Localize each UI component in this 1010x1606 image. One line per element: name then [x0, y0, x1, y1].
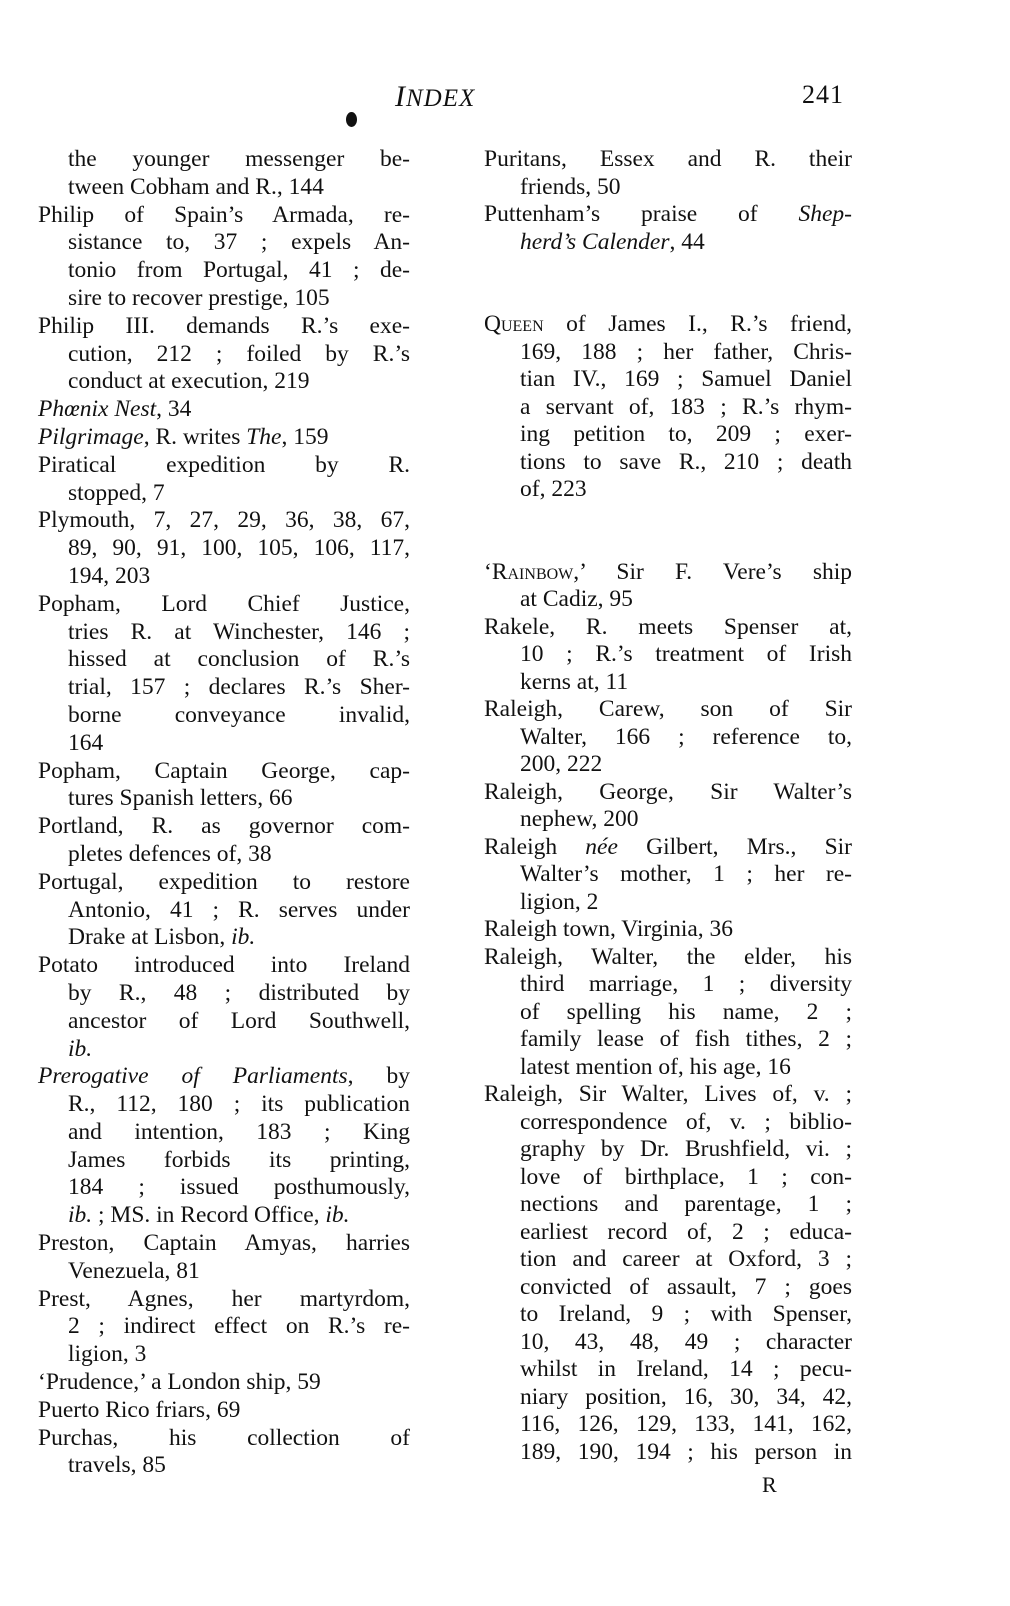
index-entry-line: 189, 190, 194 ; his person in	[520, 1438, 852, 1465]
index-entry-line	[38, 1063, 410, 1091]
index-entry	[484, 559, 852, 614]
index-entry	[38, 202, 410, 313]
italic-text: herd’s Calender	[520, 228, 670, 255]
index-entry-line: Puerto Rico friars, 69	[38, 1396, 241, 1423]
index-entry-line	[38, 229, 410, 257]
index-entry-line: trial, 157 ; declares R.’s Sher-	[68, 674, 410, 701]
index-entry-line: Venezuela, 81	[68, 1257, 200, 1284]
italic-text: ib.	[68, 1202, 93, 1229]
text: , R. writes	[143, 423, 247, 450]
text: Puttenham’s praise of	[484, 201, 799, 227]
title-initial: I	[395, 80, 406, 113]
index-entry-line: 2 ; indirect effect on R.’s re-	[68, 1313, 410, 1340]
index-entry-line: earliest record of, 2 ; educa-	[520, 1218, 852, 1245]
title-rest: NDEX	[406, 85, 476, 112]
index-entry-line: third marriage, 1 ; diversity	[520, 971, 852, 997]
index-entry-line	[38, 1202, 410, 1230]
index-entry-line: 89, 90, 91, 100, 105, 106, 117,	[68, 535, 410, 562]
italic-text: ib.	[231, 924, 256, 951]
italic-text: Shep-	[798, 201, 852, 227]
index-entry	[38, 424, 410, 452]
blank-line	[484, 284, 852, 312]
page-title	[395, 80, 475, 114]
index-entry	[38, 1397, 410, 1425]
index-entry-line: Portugal, expedition to restore	[38, 868, 410, 895]
index-entry	[38, 869, 410, 952]
index-entry-line	[484, 201, 852, 229]
index-entry	[38, 1063, 410, 1230]
index-entry-line: the younger messenger be-	[68, 146, 410, 172]
index-entry-line: tween Cobham and R., 144	[68, 173, 324, 200]
small-caps-text: Queen	[484, 311, 544, 337]
index-entry-line: Puritans, Essex and R. their	[484, 146, 852, 172]
index-entry-line: Rakele, R. meets Spenser at,	[484, 613, 852, 640]
index-entry-line: 10, 43, 48, 49 ; character	[520, 1328, 852, 1355]
index-entry	[484, 1081, 852, 1466]
index-entry-line: 200, 222	[520, 751, 603, 777]
index-entry-line: at Cadiz, 95	[520, 586, 633, 612]
index-column-left	[38, 146, 410, 1480]
index-entry-line: tonio from Portugal, 41 ; de-	[68, 257, 410, 284]
text: Drake at Lisbon,	[68, 924, 232, 951]
index-entry	[484, 201, 852, 256]
index-entry-line: James forbids its printing,	[68, 1146, 410, 1173]
index-entry-line: travels, 85	[68, 1452, 166, 1479]
index-entry-line: hissed at conclusion of R.’s	[68, 646, 410, 673]
index-entry-line: Popham, Captain George, cap-	[38, 757, 410, 784]
index-entry-line: tian IV., 169 ; Samuel Daniel	[520, 366, 852, 392]
text: Gilbert, Mrs., Sir	[617, 833, 852, 860]
index-entry	[38, 1286, 410, 1369]
index-entry-line: nephew, 200	[520, 806, 639, 832]
index-entry	[484, 779, 852, 834]
index-entry-line: sire to recover prestige, 105	[68, 284, 330, 311]
index-entry-line: 116, 126, 129, 133, 141, 162,	[520, 1411, 852, 1437]
index-entry-line: Piratical expedition by R.	[38, 451, 410, 478]
index-entry-line	[38, 1036, 410, 1064]
index-entry	[484, 696, 852, 779]
index-entry-line: ligion, 2	[520, 888, 599, 915]
index-entry-line: kerns at, 11	[520, 668, 629, 695]
index-entry-line: Walter’s mother, 1 ; her re-	[520, 861, 852, 887]
index-entry-line: 164	[68, 729, 104, 756]
index-entry-line: 10 ; R.’s treatment of Irish	[520, 641, 852, 667]
index-entry-line: convicted of assault, 7 ; goes	[520, 1273, 852, 1300]
index-entry-line: borne conveyance invalid,	[68, 701, 410, 728]
index-entry-line: nections and parentage, 1 ;	[520, 1191, 852, 1217]
index-entry-line: Raleigh, Walter, the elder, his	[484, 943, 852, 970]
index-entry-line: Antonio, 41 ; R. serves under	[68, 896, 410, 923]
index-entry-line: Potato introduced into Ireland	[38, 952, 410, 979]
ink-blot	[346, 112, 357, 127]
index-entry-line: by R., 48 ; distributed by	[68, 979, 410, 1006]
text: , 44	[669, 228, 705, 255]
index-entry-line: ing petition to, 209 ; exer-	[520, 421, 852, 447]
index-entry-line: tion and career at Oxford, 3 ;	[520, 1246, 852, 1272]
text: ,’ Sir F. Vere’s ship	[573, 558, 852, 585]
index-entry-line: family lease of fish tithes, 2 ;	[520, 1026, 852, 1052]
index-entry-line: ancestor of Lord Southwell,	[68, 1007, 410, 1034]
index-entry-line: pletes defences of, 38	[68, 840, 272, 867]
italic-text: ib.	[325, 1202, 350, 1229]
index-entry	[38, 1230, 410, 1286]
index-entry-line: tures Spanish letters, 66	[68, 785, 293, 812]
index-entry	[484, 916, 852, 944]
italic-text: née	[585, 833, 618, 860]
index-entry-line: niary position, 16, 30, 34, 42,	[520, 1383, 852, 1410]
index-entry-line: conduct at execution, 219	[68, 368, 310, 395]
index-entry	[38, 313, 410, 396]
text: ; MS. in Record Office,	[92, 1202, 326, 1229]
index-entry-line: Plymouth, 7, 27, 29, 36, 38, 67,	[38, 507, 410, 534]
index-entry-line: Raleigh, George, Sir Walter’s	[484, 778, 852, 805]
italic-text: Prerogative of Parliaments	[38, 1063, 348, 1090]
index-entry-line: Philip of Spain’s Armada, re-	[38, 201, 410, 228]
index-entry-line: and intention, 183 ; King	[68, 1118, 410, 1145]
index-entry-line: 194, 203	[68, 562, 151, 589]
index-entry-line	[484, 834, 852, 862]
index-entry-line: of, 223	[520, 476, 587, 502]
index-entry-line	[38, 424, 410, 452]
index-entry-line	[484, 559, 852, 587]
blank-line	[484, 504, 852, 532]
index-entry-line	[484, 311, 852, 339]
italic-text: ib.	[68, 1035, 93, 1062]
index-entry-line: latest mention of, his age, 16	[520, 1053, 791, 1080]
index-entry	[38, 591, 410, 758]
text: ‘	[484, 558, 492, 585]
index-entry-line: a servant of, 183 ; R.’s rhym-	[520, 393, 852, 420]
text: , 34	[156, 396, 192, 423]
small-caps-text: Rainbow	[491, 558, 574, 585]
index-entry	[484, 614, 852, 697]
index-entry	[38, 758, 410, 814]
index-entry-line: Purchas, his collection of	[38, 1424, 410, 1451]
index-entry	[38, 146, 410, 202]
index-entry-line	[484, 229, 852, 257]
index-entry-line: 184 ; issued posthumously,	[68, 1174, 410, 1201]
index-entry-line: 169, 188 ; her father, Chris-	[520, 338, 852, 365]
index-entry-line: Philip III. demands R.’s exe-	[38, 312, 410, 339]
index-entry-line: Portland, R. as governor com-	[38, 813, 410, 840]
index-entry-line: friends, 50	[520, 173, 621, 200]
page-number: 241	[802, 80, 844, 109]
index-entry-line: tions to save R., 210 ; death	[520, 448, 852, 475]
index-entry	[484, 311, 852, 504]
text: , by	[347, 1063, 410, 1090]
index-entry-line: Raleigh, Carew, son of Sir	[484, 696, 852, 722]
index-entry-line	[38, 924, 410, 952]
index-entry-line: cution, 212 ; foiled by R.’s	[68, 340, 410, 367]
text: sistance to, 37 ; expels An-	[68, 229, 410, 256]
index-entry	[484, 834, 852, 917]
italic-text: Phœnix Nest	[38, 396, 157, 423]
blank-line	[484, 256, 852, 284]
index-entry-line: ligion, 3	[68, 1341, 147, 1368]
text: Raleigh	[484, 833, 586, 860]
index-entry	[484, 146, 852, 201]
signature-mark: R	[762, 1472, 777, 1497]
index-entry-line: Raleigh, Sir Walter, Lives of, v. ;	[484, 1081, 852, 1107]
index-entry-line: love of birthplace, 1 ; con-	[520, 1163, 852, 1190]
index-entry-line: stopped, 7	[68, 479, 165, 506]
index-column-right	[484, 146, 852, 1466]
index-entry-line: whilst in Ireland, 14 ; pecu-	[520, 1356, 852, 1382]
index-entry	[38, 452, 410, 508]
index-entry-line: graphy by Dr. Brushfield, vi. ;	[520, 1136, 852, 1162]
text: of James I., R.’s friend,	[543, 311, 852, 337]
index-entry-line: Raleigh town, Virginia, 36	[484, 916, 734, 942]
index-entry-line: ‘Prudence,’ a London ship, 59	[38, 1369, 321, 1396]
index-entry	[484, 944, 852, 1082]
index-entry-line: of spelling his name, 2 ;	[520, 998, 852, 1025]
italic-text: Pilgrimage	[38, 423, 144, 450]
index-entry-line: to Ireland, 9 ; with Spenser,	[520, 1301, 852, 1327]
text: , 159	[281, 423, 329, 450]
index-entry-line: Preston, Captain Amyas, harries	[38, 1230, 410, 1257]
index-entry	[38, 813, 410, 869]
index-entry-line: tries R. at Winchester, 146 ;	[68, 618, 410, 645]
index-entry-line: correspondence of, v. ; biblio-	[520, 1108, 852, 1135]
italic-text: The	[246, 423, 282, 450]
index-entry-line: Popham, Lord Chief Justice,	[38, 590, 410, 617]
index-entry-line	[38, 396, 410, 424]
index-entry	[38, 1425, 410, 1481]
index-entry	[38, 396, 410, 424]
index-entry	[38, 1369, 410, 1397]
index-entry	[38, 952, 410, 1063]
index-entry	[38, 507, 410, 590]
index-entry-line: Walter, 166 ; reference to,	[520, 723, 852, 750]
blank-line	[484, 531, 852, 559]
index-entry-line: Prest, Agnes, her martyrdom,	[38, 1285, 410, 1312]
index-entry-line: R., 112, 180 ; its publication	[68, 1091, 410, 1118]
